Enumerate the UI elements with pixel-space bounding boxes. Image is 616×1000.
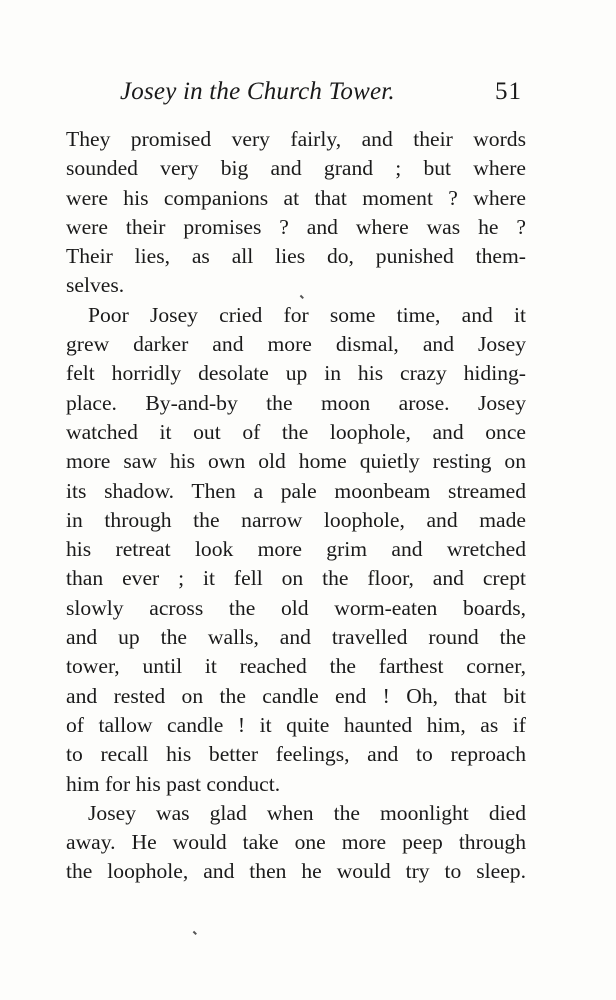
text-line: selves. xyxy=(66,273,125,298)
text-line: were his companions at that moment ? where xyxy=(66,185,526,210)
text-line: and rested on the candle end ! Oh, that bit xyxy=(66,683,526,708)
text-line: in through the narrow loophole, and made xyxy=(66,507,526,532)
text-line: sounded very big and grand ; but where xyxy=(66,156,526,181)
page-number: 51 xyxy=(495,78,522,105)
running-title: Josey in the Church Tower. xyxy=(120,78,395,105)
text-line: him for his past conduct. xyxy=(66,771,281,796)
text-line: were their promises ? and where was he ? xyxy=(66,214,526,239)
stray-ink-mark xyxy=(193,931,197,935)
text-line: and up the walls, and travelled round the xyxy=(66,625,526,650)
text-line: his retreat look more grim and wretched xyxy=(66,537,526,562)
text-line: its shadow. Then a pale moonbeam streamed xyxy=(66,478,526,503)
body-text xyxy=(66,125,526,887)
text-line: felt horridly desolate up in his crazy hiding- xyxy=(66,361,526,386)
text-line: more saw his own old home quietly resting on xyxy=(66,449,526,474)
running-head xyxy=(64,78,524,114)
text-line: tower, until it reached the farthest corner, xyxy=(66,654,526,679)
text-line: watched it out of the loophole, and once xyxy=(66,419,526,444)
text-line: the loophole, and then he would try to sleep. xyxy=(66,859,526,884)
text-line: Their lies, as all lies do, punished them- xyxy=(66,244,526,269)
text-line: than ever ; it fell on the floor, and crept xyxy=(66,566,526,591)
text-line: to recall his better feelings, and to reproach xyxy=(66,742,526,767)
text-line: place. By-and-by the moon arose. Josey xyxy=(66,390,526,415)
text-line: Poor Josey cried for some time, and it xyxy=(88,302,526,327)
text-line: of tallow candle ! it quite haunted him, as if xyxy=(66,712,526,737)
text-line: grew darker and more dismal, and Josey xyxy=(66,332,526,357)
text-line: They promised very fairly, and their words xyxy=(66,127,526,151)
text-line: slowly across the old worm-eaten boards, xyxy=(66,595,526,620)
text-line: away. He would take one more peep through xyxy=(66,830,526,855)
text-line: Josey was glad when the moonlight died xyxy=(88,800,526,825)
